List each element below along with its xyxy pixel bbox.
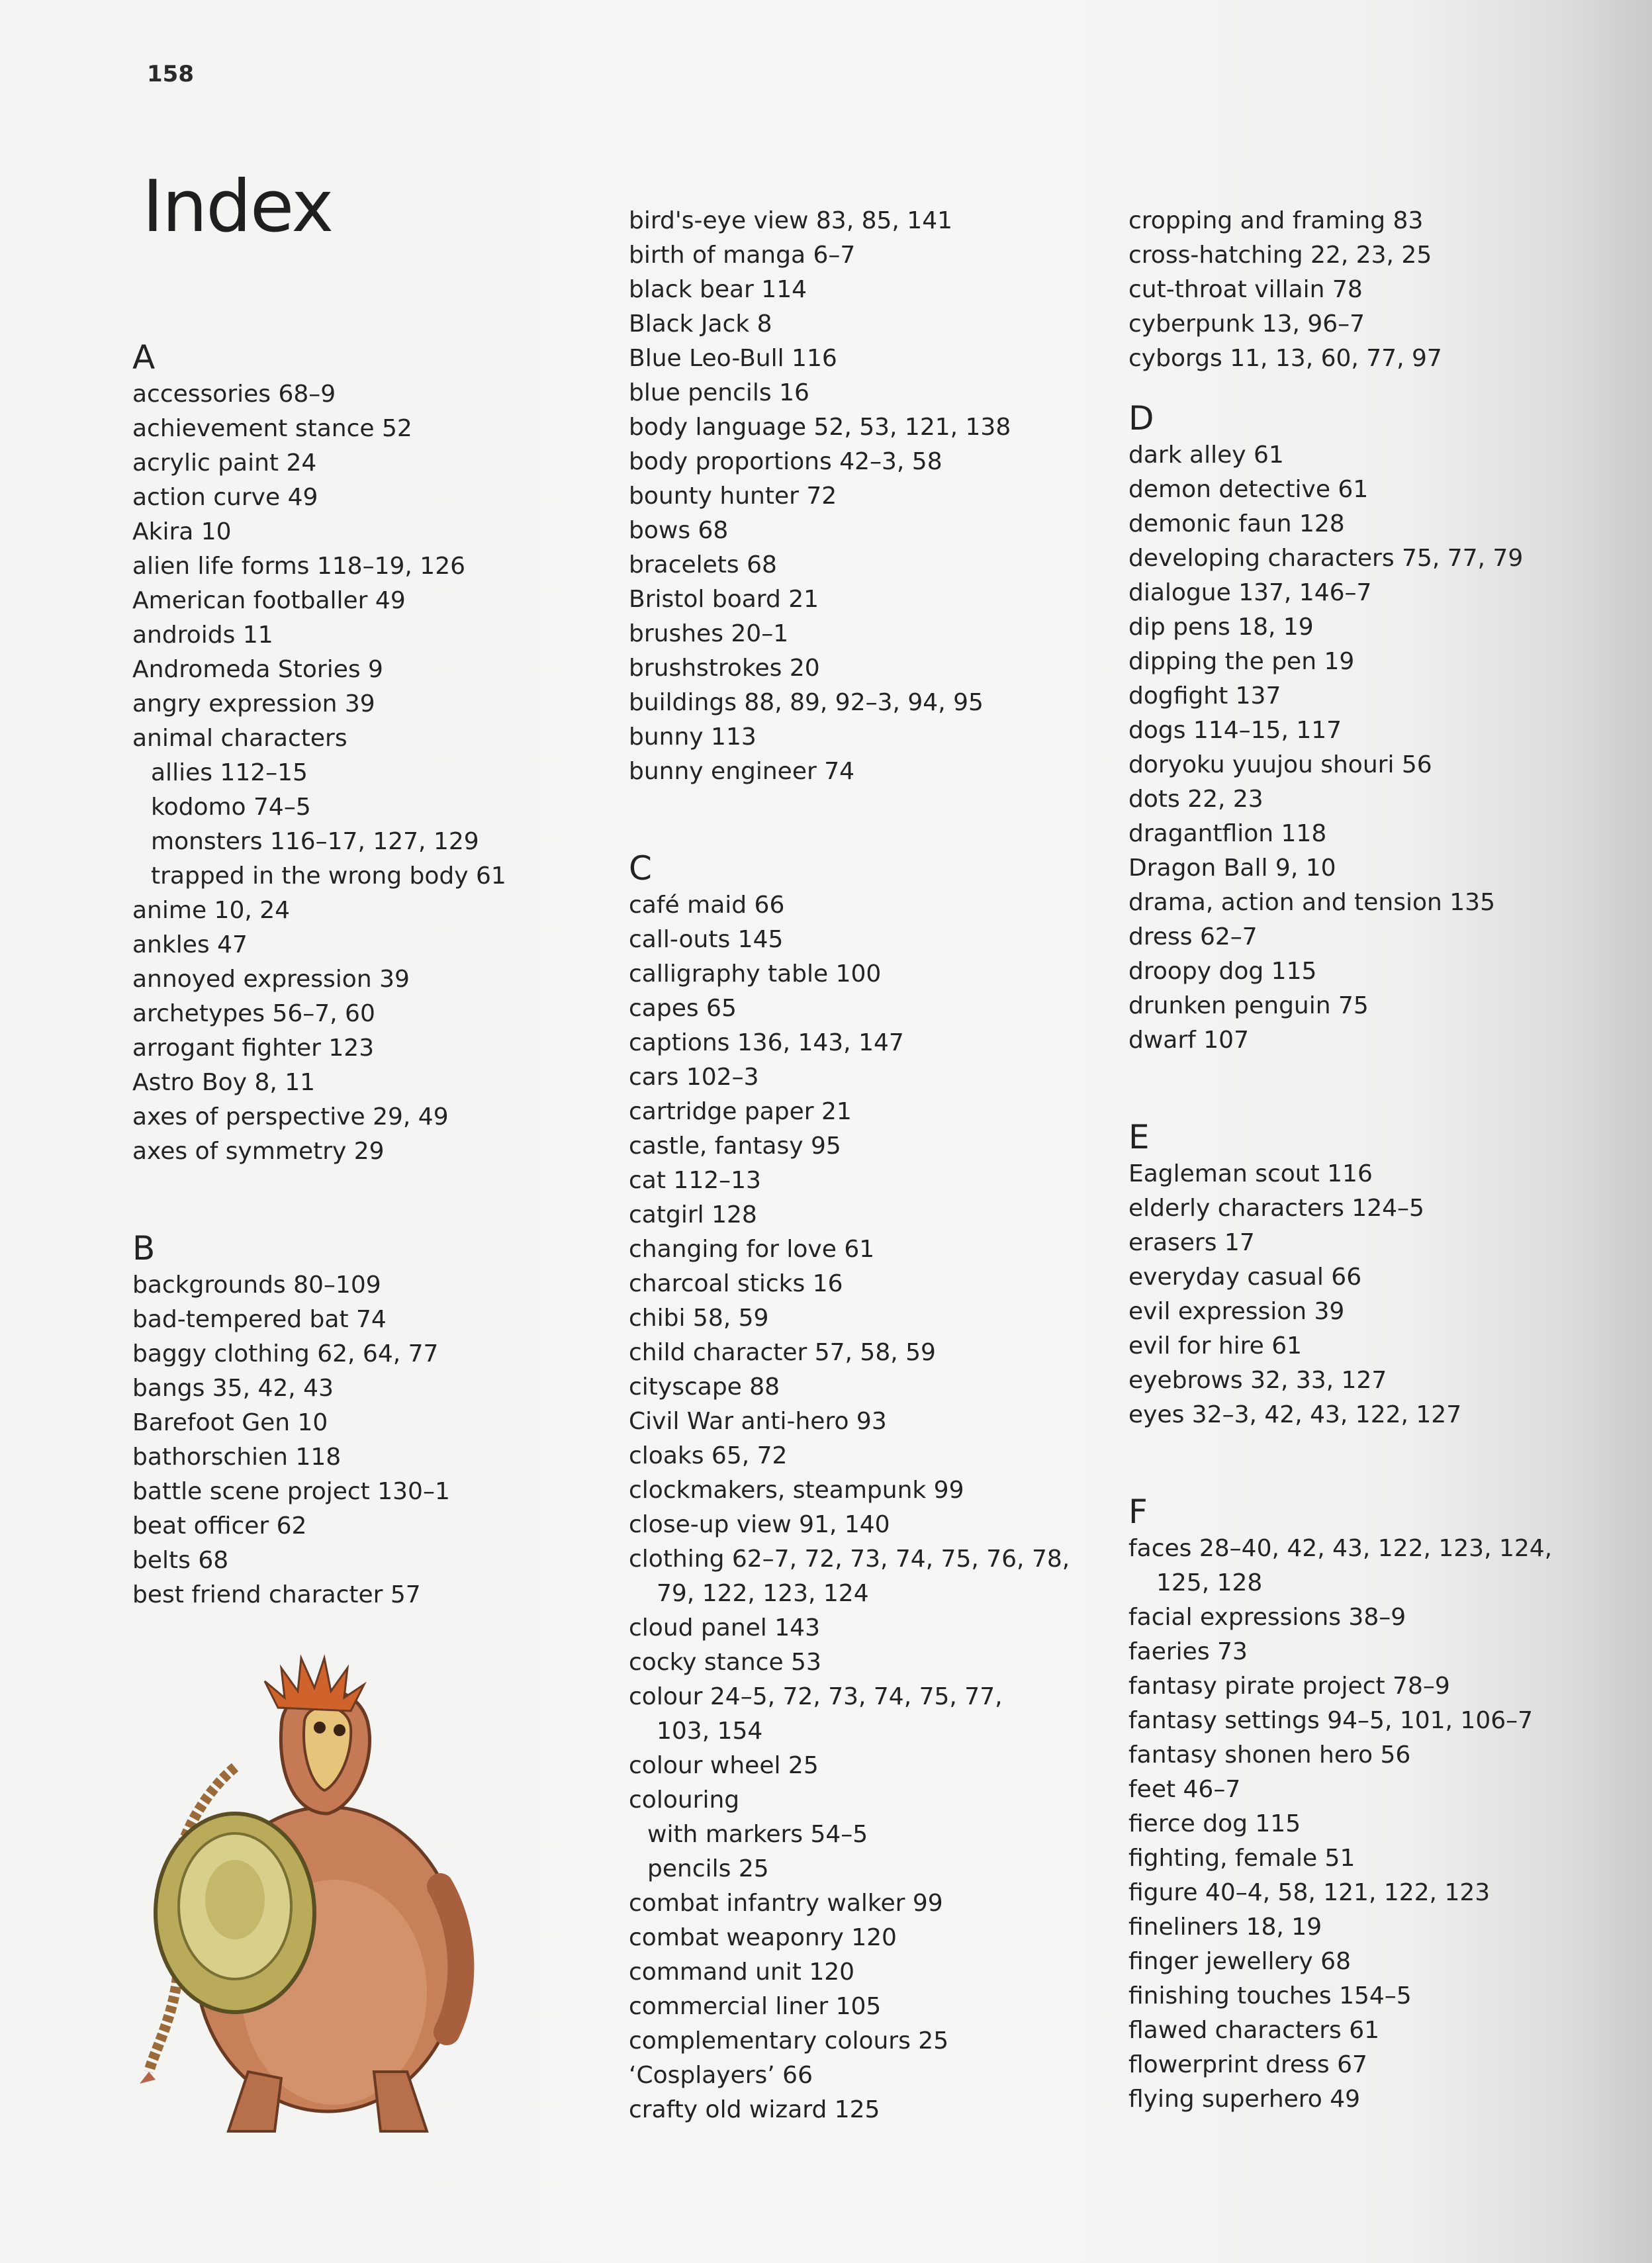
index-entry: flying superhero 49 [1128, 2086, 1361, 2113]
index-entry: action curve 49 [132, 484, 318, 511]
index-entry: buildings 88, 89, 92–3, 94, 95 [629, 689, 984, 716]
index-entry: fantasy settings 94–5, 101, 106–7 [1128, 1707, 1534, 1734]
index-entry: dialogue 137, 146–7 [1128, 579, 1372, 606]
index-entry: child character 57, 58, 59 [629, 1339, 936, 1366]
index-entry: colour wheel 25 [629, 1752, 819, 1779]
index-entry: finger jewellery 68 [1128, 1948, 1351, 1975]
index-entry: combat weaponry 120 [629, 1924, 897, 1951]
index-entry: dress 62–7 [1128, 923, 1258, 950]
section-letter: F [1128, 1493, 1148, 1531]
index-entry: Bristol board 21 [629, 586, 819, 613]
index-entry: ‘Cosplayers’ 66 [629, 2062, 813, 2089]
section-letter: A [132, 338, 156, 377]
index-entry: bows 68 [629, 517, 729, 544]
index-entry: facial expressions 38–9 [1128, 1604, 1406, 1631]
index-entry: cloaks 65, 72 [629, 1442, 788, 1469]
index-entry: belts 68 [132, 1547, 229, 1574]
index-entry: bad-tempered bat 74 [132, 1306, 387, 1333]
index-entry: cyberpunk 13, 96–7 [1128, 310, 1365, 338]
index-entry: brushes 20–1 [629, 620, 789, 647]
index-entry: dragantflion 118 [1128, 820, 1327, 847]
index-entry: blue pencils 16 [629, 379, 809, 406]
index-entry: Civil War anti-hero 93 [629, 1408, 887, 1435]
section-c-continued [1128, 204, 1605, 376]
index-entry: axes of perspective 29, 49 [132, 1103, 449, 1131]
section-f [1128, 1492, 1605, 2117]
section-c [629, 849, 1105, 2127]
index-entry: demon detective 61 [1128, 476, 1369, 503]
index-entry: cropping and framing 83 [1128, 207, 1424, 234]
index-entry: drunken penguin 75 [1128, 992, 1369, 1019]
index-entry: Eagleman scout 116 [1128, 1160, 1373, 1187]
index-entry: Akira 10 [132, 518, 232, 545]
index-entry: everyday casual 66 [1128, 1264, 1362, 1291]
index-entry: fantasy shonen hero 56 [1128, 1741, 1411, 1769]
index-entry: battle scene project 130–1 [132, 1478, 450, 1505]
index-entry: cross-hatching 22, 23, 25 [1128, 242, 1432, 269]
index-entry: fighting, female 51 [1128, 1845, 1355, 1872]
index-entry: chibi 58, 59 [629, 1305, 769, 1332]
index-entry-continuation: 103, 154 [657, 1718, 763, 1745]
index-entry-continuation: 79, 122, 123, 124 [657, 1580, 869, 1607]
index-entry: Blue Leo-Bull 116 [629, 345, 837, 372]
index-entry: cocky stance 53 [629, 1649, 821, 1676]
index-subentry: monsters 116–17, 127, 129 [151, 828, 479, 855]
index-entry: Black Jack 8 [629, 310, 772, 338]
index-entry: dwarf 107 [1128, 1027, 1249, 1054]
index-entry: bounty hunter 72 [629, 483, 837, 510]
index-entry: clockmakers, steampunk 99 [629, 1477, 964, 1504]
index-entry: cyborgs 11, 13, 60, 77, 97 [1128, 345, 1442, 372]
index-entry: developing characters 75, 77, 79 [1128, 545, 1524, 572]
section-b-continued [629, 204, 1105, 789]
index-entry: colouring [629, 1786, 740, 1814]
index-entry: fierce dog 115 [1128, 1810, 1301, 1837]
index-entry: evil expression 39 [1128, 1298, 1345, 1325]
index-entry: accessories 68–9 [132, 381, 336, 408]
index-entry: ankles 47 [132, 931, 248, 958]
index-subentry: trapped in the wrong body 61 [151, 862, 506, 890]
index-entry: achievement stance 52 [132, 415, 412, 442]
index-subentry: pencils 25 [647, 1855, 769, 1882]
index-entry: bangs 35, 42, 43 [132, 1375, 334, 1402]
index-entry: dots 22, 23 [1128, 786, 1263, 813]
index-entry: angry expression 39 [132, 690, 375, 717]
index-entry: fantasy pirate project 78–9 [1128, 1673, 1450, 1700]
index-entry: Barefoot Gen 10 [132, 1409, 328, 1436]
index-entry: droopy dog 115 [1128, 958, 1317, 985]
index-entry: call-outs 145 [629, 926, 784, 953]
index-entry: Astro Boy 8, 11 [132, 1069, 316, 1096]
index-entry: flawed characters 61 [1128, 2017, 1380, 2044]
index-entry: captions 136, 143, 147 [629, 1029, 904, 1056]
index-entry: American footballer 49 [132, 587, 406, 614]
index-subentry: allies 112–15 [151, 759, 308, 786]
index-entry: cat 112–13 [629, 1167, 761, 1194]
index-entry: charcoal sticks 16 [629, 1270, 843, 1297]
index-entry: command unit 120 [629, 1959, 855, 1986]
index-entry: bunny engineer 74 [629, 758, 855, 785]
index-entry: cut-throat villain 78 [1128, 276, 1363, 303]
index-entry: bathorschien 118 [132, 1444, 342, 1471]
creature-illustration [136, 1648, 480, 2145]
index-entry: dogfight 137 [1128, 682, 1281, 710]
index-entry: commercial liner 105 [629, 1993, 882, 2020]
section-a [132, 338, 609, 1169]
index-entry: arrogant fighter 123 [132, 1035, 375, 1062]
index-entry: axes of symmetry 29 [132, 1138, 385, 1165]
index-entry: animal characters [132, 725, 347, 752]
index-subentry: kodomo 74–5 [151, 794, 311, 821]
index-entry: catgirl 128 [629, 1201, 757, 1228]
index-entry: body proportions 42–3, 58 [629, 448, 942, 475]
index-entry: clothing 62–7, 72, 73, 74, 75, 76, 78, [629, 1546, 1070, 1573]
index-entry: black bear 114 [629, 276, 807, 303]
index-entry: drama, action and tension 135 [1128, 889, 1495, 916]
index-entry: body language 52, 53, 121, 138 [629, 414, 1011, 441]
page-number: 158 [147, 61, 194, 87]
index-entry: eyebrows 32, 33, 127 [1128, 1367, 1387, 1394]
index-column-1 [132, 338, 609, 1612]
section-e [1128, 1117, 1605, 1432]
index-entry: combat infantry walker 99 [629, 1890, 943, 1917]
index-entry: faces 28–40, 42, 43, 122, 123, 124, [1128, 1535, 1553, 1562]
index-entry: archetypes 56–7, 60 [132, 1000, 375, 1027]
section-letter: E [1128, 1118, 1150, 1156]
section-letter: B [132, 1229, 156, 1268]
section-b [132, 1228, 609, 1612]
index-entry: bird's-eye view 83, 85, 141 [629, 207, 953, 234]
index-entry: evil for hire 61 [1128, 1332, 1303, 1360]
index-entry: beat officer 62 [132, 1512, 307, 1540]
index-entry-continuation: 125, 128 [1156, 1569, 1263, 1596]
index-entry: figure 40–4, 58, 121, 122, 123 [1128, 1879, 1491, 1906]
index-entry: erasers 17 [1128, 1229, 1255, 1256]
index-entry: elderly characters 124–5 [1128, 1195, 1424, 1222]
index-entry: androids 11 [132, 622, 273, 649]
index-entry: faeries 73 [1128, 1638, 1248, 1665]
index-entry: café maid 66 [629, 892, 785, 919]
index-entry: crafty old wizard 125 [629, 2096, 880, 2123]
index-entry: anime 10, 24 [132, 897, 291, 924]
index-entry: flowerprint dress 67 [1128, 2051, 1367, 2078]
index-entry: dogs 114–15, 117 [1128, 717, 1342, 744]
index-column-3 [1128, 204, 1605, 2117]
index-subentry: with markers 54–5 [647, 1821, 868, 1848]
index-entry: brushstrokes 20 [629, 655, 820, 682]
index-entry: bracelets 68 [629, 551, 777, 578]
index-entry: best friend character 57 [132, 1581, 421, 1608]
page-title: Index [142, 165, 333, 248]
index-entry: castle, fantasy 95 [629, 1132, 841, 1160]
index-entry: eyes 32–3, 42, 43, 122, 127 [1128, 1401, 1462, 1428]
index-entry: close-up view 91, 140 [629, 1511, 890, 1538]
index-entry: calligraphy table 100 [629, 960, 882, 988]
index-entry: feet 46–7 [1128, 1776, 1241, 1803]
index-entry: colour 24–5, 72, 73, 74, 75, 77, [629, 1683, 1003, 1710]
index-entry: dipping the pen 19 [1128, 648, 1355, 675]
index-entry: demonic faun 128 [1128, 510, 1345, 537]
index-entry: alien life forms 118–19, 126 [132, 553, 465, 580]
section-d [1128, 398, 1605, 1058]
index-entry: changing for love 61 [629, 1236, 875, 1263]
index-entry: capes 65 [629, 995, 737, 1022]
index-entry: finishing touches 154–5 [1128, 1982, 1412, 2009]
index-entry: bunny 113 [629, 723, 757, 751]
index-entry: dark alley 61 [1128, 441, 1284, 469]
index-entry: Andromeda Stories 9 [132, 656, 383, 683]
index-entry: cloud panel 143 [629, 1614, 820, 1641]
index-entry: doryoku yuujou shouri 56 [1128, 751, 1432, 778]
index-entry: baggy clothing 62, 64, 77 [132, 1340, 439, 1367]
index-entry: dip pens 18, 19 [1128, 614, 1314, 641]
index-column-2 [629, 204, 1105, 2127]
index-entry: Dragon Ball 9, 10 [1128, 854, 1336, 882]
section-letter: D [1128, 399, 1154, 438]
index-entry: cars 102–3 [629, 1064, 759, 1091]
index-entry: cartridge paper 21 [629, 1098, 852, 1125]
index-entry: complementary colours 25 [629, 2027, 949, 2055]
index-entry: backgrounds 80–109 [132, 1271, 381, 1299]
section-letter: C [629, 849, 652, 888]
index-entry: birth of manga 6–7 [629, 242, 856, 269]
index-entry: fineliners 18, 19 [1128, 1914, 1322, 1941]
index-entry: cityscape 88 [629, 1373, 780, 1401]
index-entry: acrylic paint 24 [132, 449, 317, 477]
index-entry: annoyed expression 39 [132, 966, 410, 993]
